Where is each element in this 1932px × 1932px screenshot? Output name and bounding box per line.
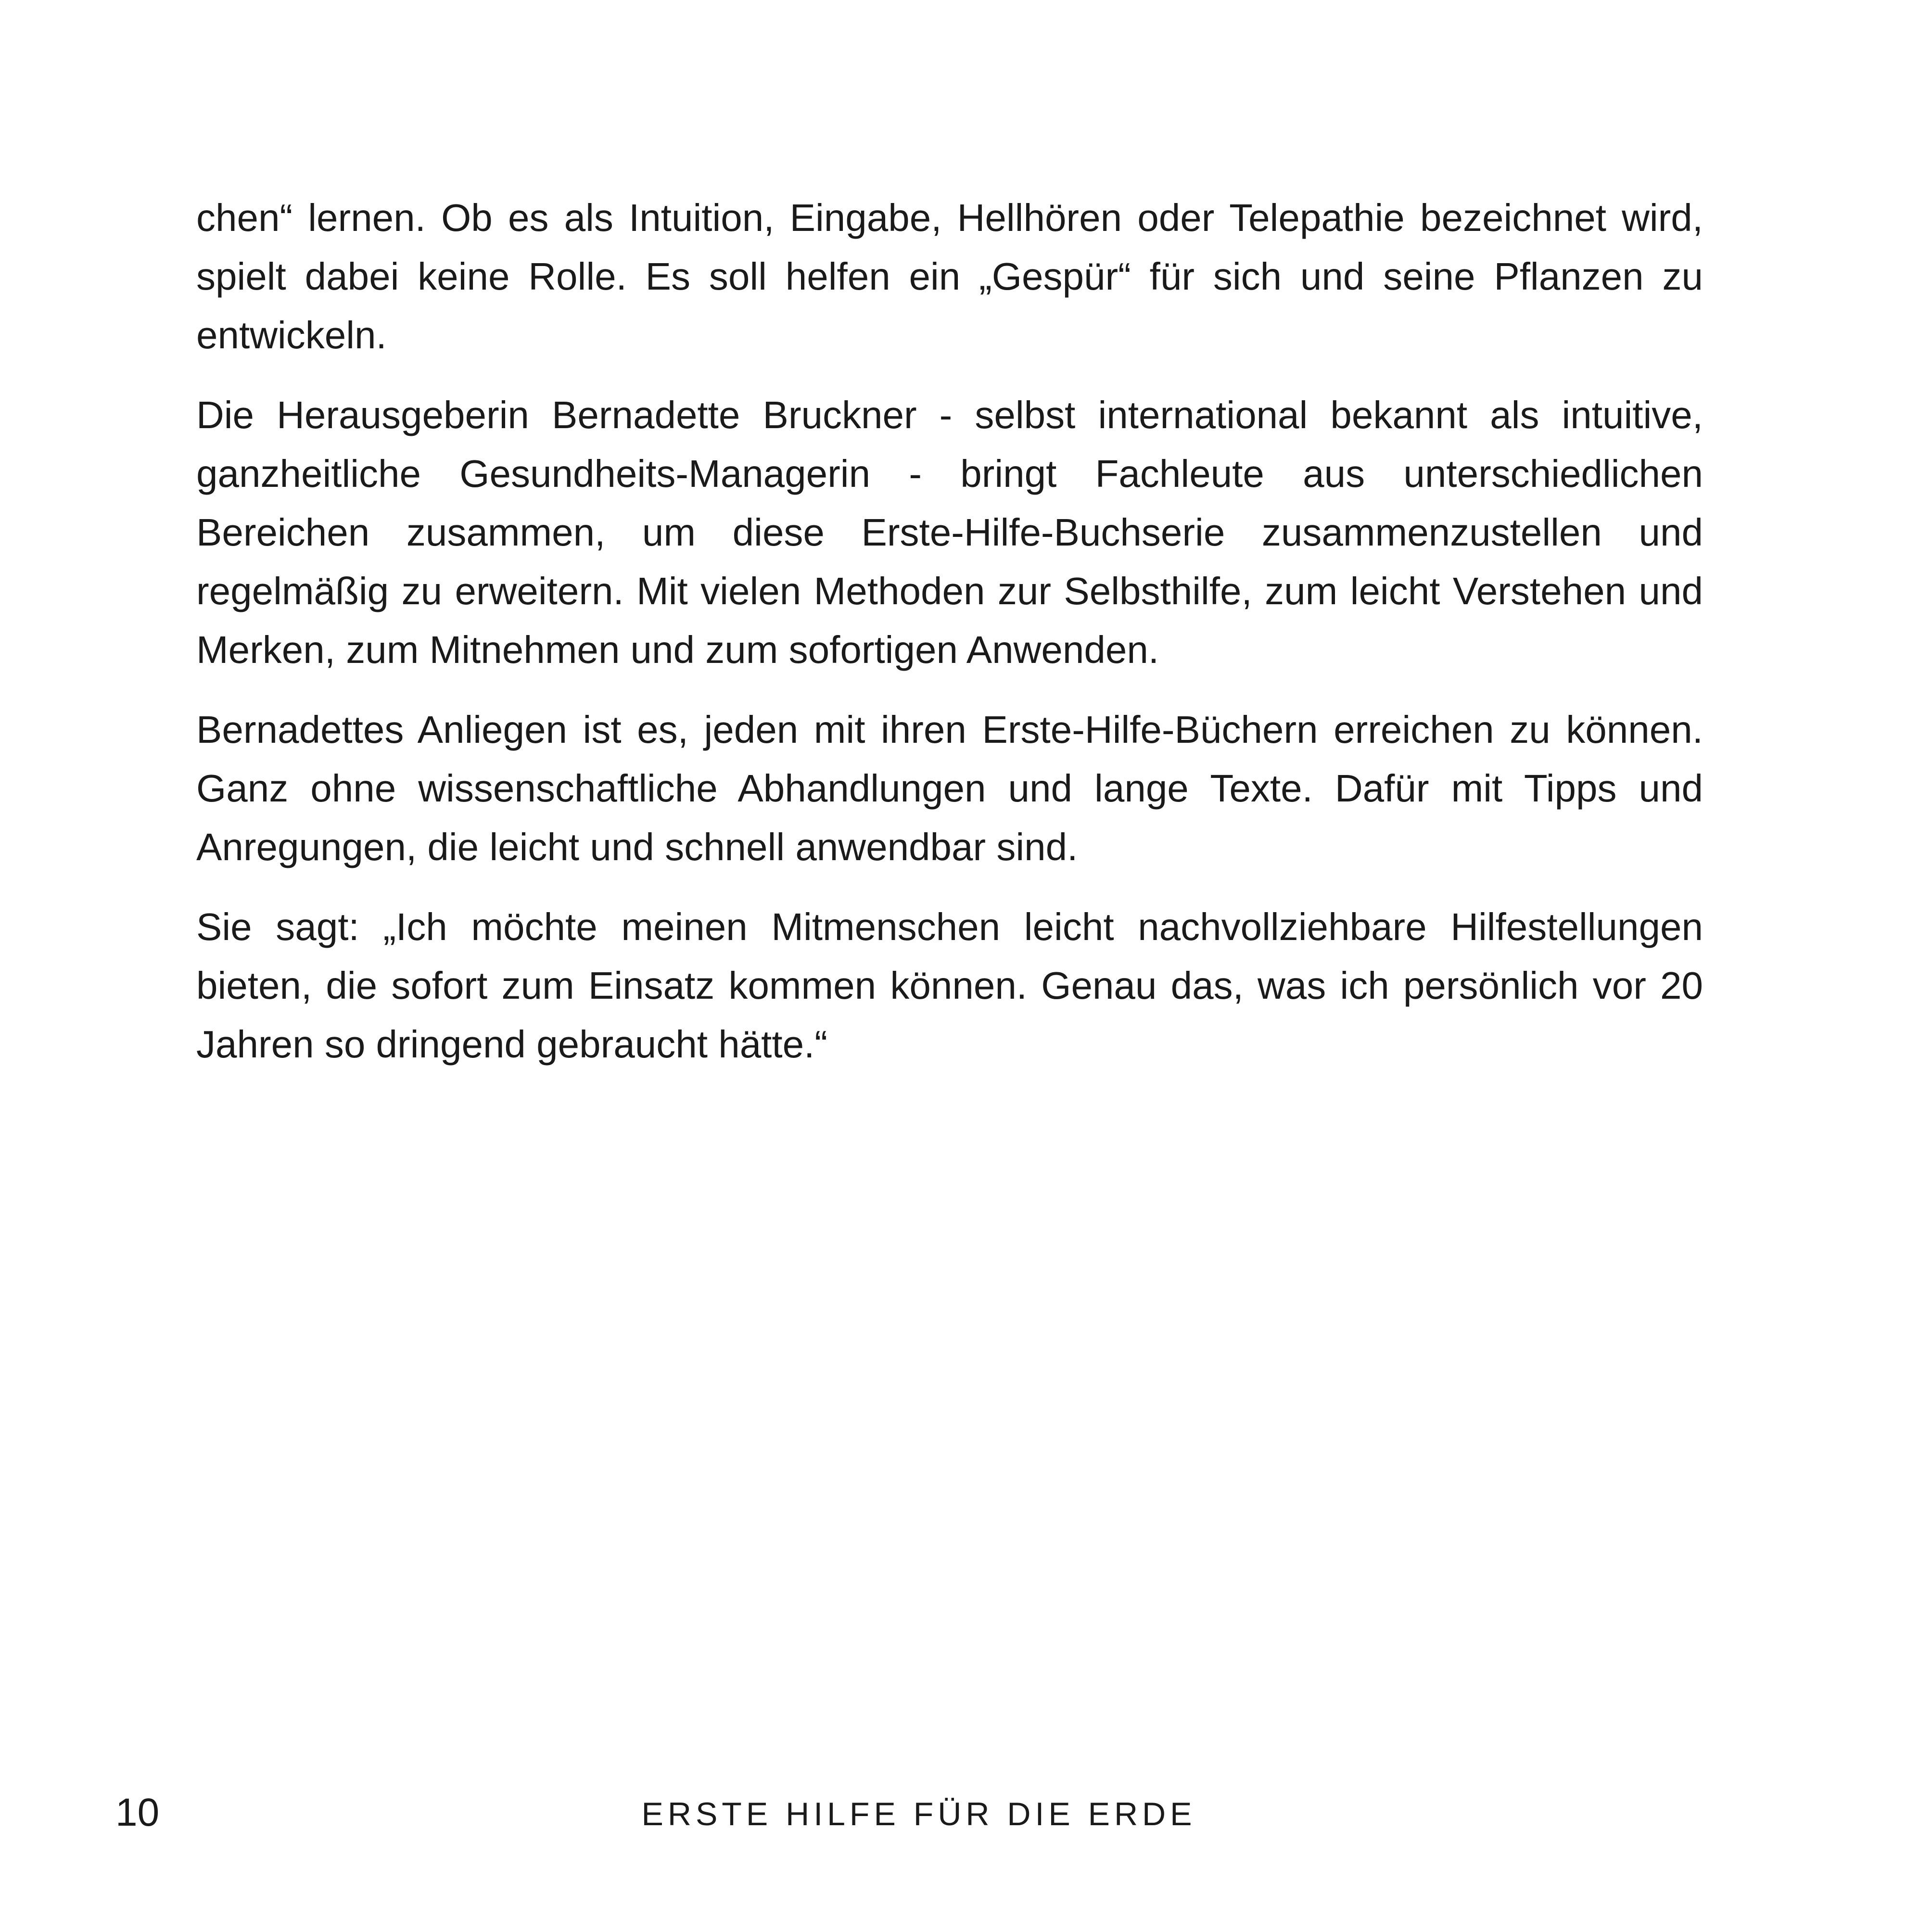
page-number: 10 (115, 1791, 160, 1834)
paragraph-4: Sie sagt: „Ich möchte meinen Mitmenschen leicht nachvollziehbare Hilfestellungen bieten, die sofort zum Einsatz kommen können. Genau das, was ich persönlich vor 20 Jahren so dringend gebraucht hätte.“ (196, 905, 1703, 1066)
paragraph-1: chen“ lernen. Ob es als Intuition, Eingabe, Hellhören oder Telepathie bezeichnet wird, spielt dabei keine Rolle. Es soll helfen ein „Gespür“ für sich und seine Pflanzen zu entwickeln. (196, 196, 1703, 356)
paragraph-2: Die Herausgeberin Bernadette Bruckner - selbst international bekannt als intuitive, ganzheitliche Gesundheits-Managerin - bringt Fachleute aus unterschiedlichen Bereichen zusammen, um diese Erste-Hilfe-Buchserie zusammenzustellen und regelmäßig zu erweitern. Mit vielen Methoden zur Selbsthilfe, zum leicht Verstehen und Merken, zum Mitnehmen und zum sofortigen Anwenden. (196, 394, 1703, 671)
running-footer-title: ERSTE HILFE FÜR DIE ERDE (641, 1796, 1196, 1832)
paragraph-3: Bernadettes Anliegen ist es, jeden mit ihren Erste-Hilfe-Büchern erreichen zu können. Ganz ohne wissenschaftliche Abhandlungen und lange Texte. Dafür mit Tipps und Anregungen, die leicht und schnell anwendbar sind. (196, 708, 1703, 868)
body-text (196, 189, 1703, 1095)
